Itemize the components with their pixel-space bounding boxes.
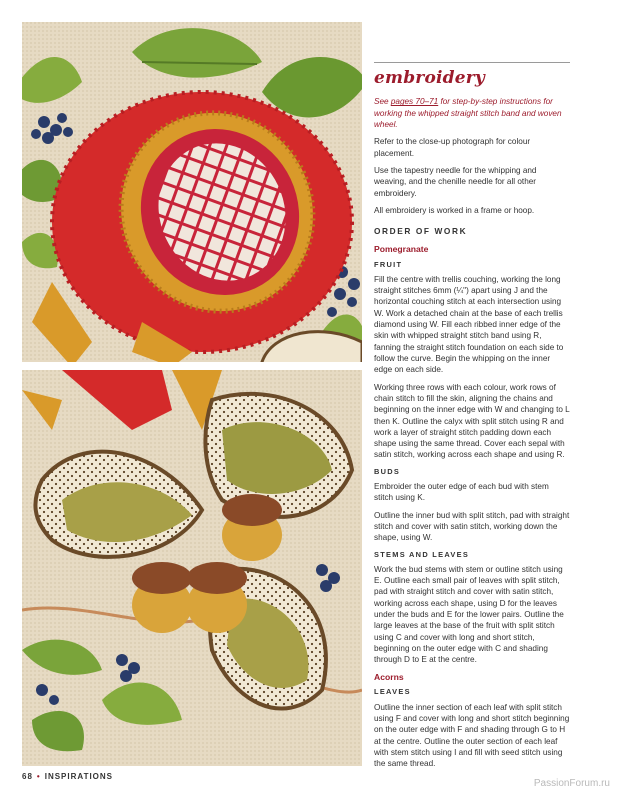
see-prefix: See: [374, 97, 391, 107]
acorns-title: Acorns: [374, 671, 404, 682]
page-footer: [22, 772, 113, 781]
article-heading: embroidery: [374, 68, 485, 88]
intro-paragraph: Use the tapestry needle for the whipping and weaving, and the chenille needle for all other embroidery.: [374, 166, 537, 198]
fruit-paragraph: Fill the centre with trellis couching, working the long straight stitches 6mm (¼") apart using J and the horizontal couching stitch at each intersection using W. Work a detached chain at the base of each trellis diamond using W. Fill each ribbed inner edge of the skin with whipped straight stitch band using R, fanning the straight stitch foundation on each side to follow the curve. Begin the whipping on the inner edge on each side.: [374, 274, 564, 375]
leaves-label: LEAVES: [374, 687, 411, 697]
order-of-work-title: ORDER OF WORK: [374, 226, 468, 237]
leaves-paragraph: Outline the inner section of each leaf with split stitch using F and cover with long and short stitch beginning on the outer edge with F and shading through G to H at the centre. Outline the outer section of each leaf with stem stitch using I and fill with seed stitch using the same thread.: [374, 702, 570, 769]
stems-leaves-label: STEMS AND LEAVES: [374, 549, 470, 559]
pomegranate-title: Pomegranate: [374, 243, 429, 254]
intro-paragraph: Refer to the close-up photograph for colour placement.: [374, 137, 531, 158]
article-column: [374, 62, 570, 776]
fruit-label: FRUIT: [374, 259, 403, 269]
heading-rule: [374, 62, 570, 63]
intro-paragraph: All embroidery is worked in a frame or hoop.: [374, 205, 535, 215]
acorn-photo: [22, 370, 362, 766]
see-pages-link[interactable]: pages 70–71: [390, 97, 439, 107]
pomegranate-embroidery-illustration: [22, 22, 362, 362]
footer-section: INSPIRATIONS: [44, 772, 114, 781]
watermark: PassionForum.ru: [533, 778, 610, 789]
stems-paragraph: Work the bud stems with stem or outline stitch using E. Outline each small pair of leaves with split stitch, pad with straight stitch and cover with satin stitch, working across each shape, using D for the leaves under the buds and E for the lower pairs. Outline the large leaves at the base of the fruit with split stitch using C and cover with long and short stitch, beginning on the outer edge with C and shading through D to E at the centre.: [374, 564, 564, 665]
footer-separator: •: [36, 772, 41, 781]
see-suffix: for step-by-step instructions for working the whipped straight stitch band and woven wheel.: [374, 97, 562, 130]
see-pages-note: [374, 96, 570, 130]
fruit-paragraph: Working three rows with each colour, work rows of chain stitch to fill the skin, aligning the chains and beginning on the inner edge with W and changing to L then K. Outline the calyx with split stitch using R and work a layer of straight stitch padding down each shape using the same thread. Cover each sepal with satin stitch, working across each shape and using R.: [374, 382, 570, 460]
buds-paragraph: Embroider the outer edge of each bud with stem stitch using K.: [374, 482, 549, 503]
pomegranate-photo: [22, 22, 362, 362]
buds-paragraph: Outline the inner bud with split stitch, pad with straight stitch and cover with satin stitch, working down the shape, using W.: [374, 510, 570, 543]
page-number: 68: [22, 772, 33, 781]
buds-label: BUDS: [374, 466, 401, 476]
acorn-embroidery-illustration: [22, 370, 362, 766]
